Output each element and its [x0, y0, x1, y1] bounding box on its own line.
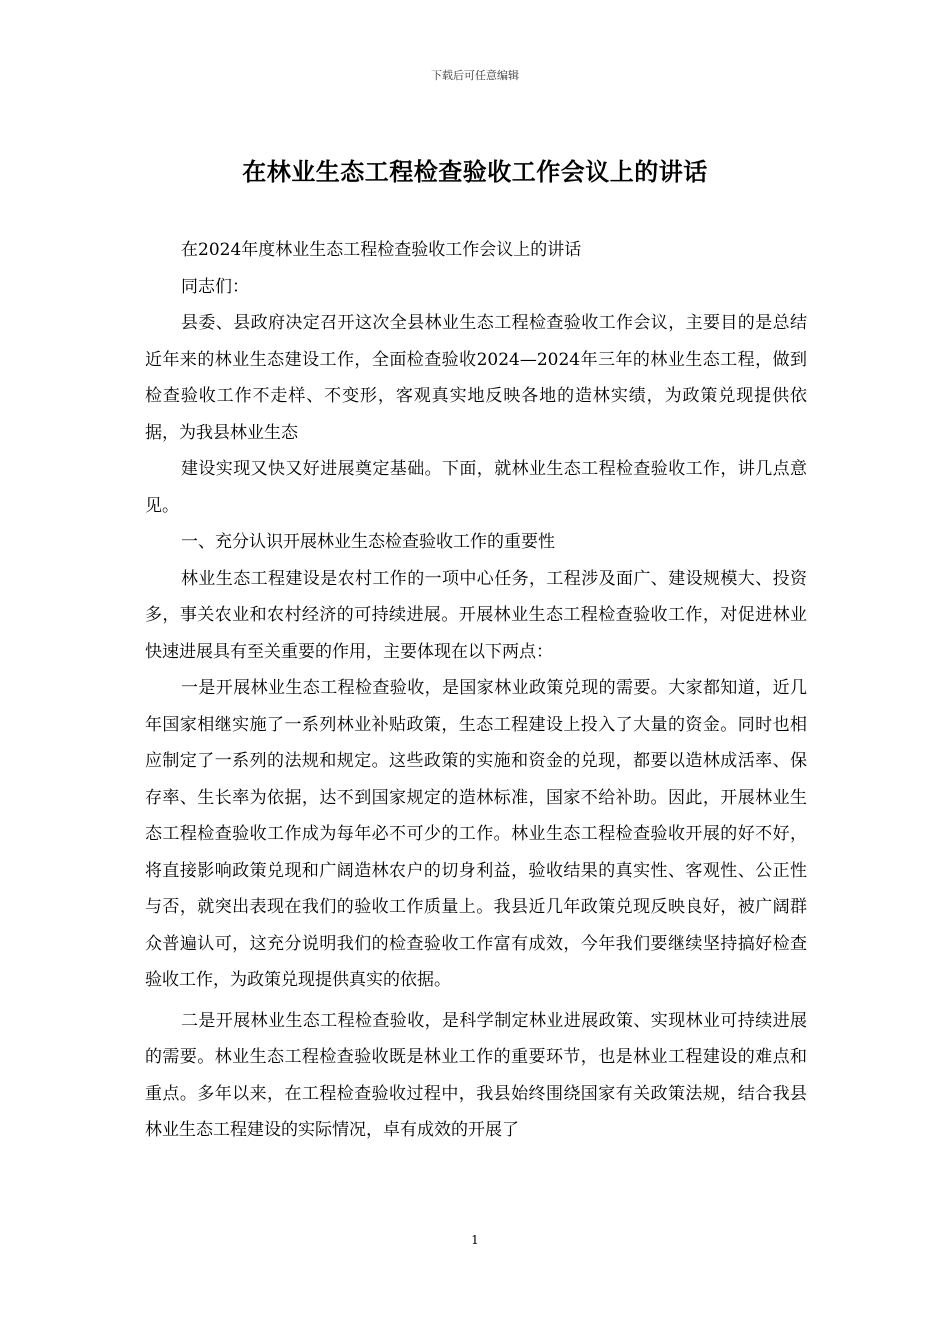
- paragraph-point-2: 二是开展林业生态工程检查验收，是科学制定林业进展政策、实现林业可持续进展的需要。林业生态工程检查验收既是林业工作的重要环节，也是林业工程建设的难点和重点。多年以来，在工程检查验收过程中，我县始终围绕国家有关政策法规，结合我县林业生态工程建设的实际情况，卓有成效的开展了: [145, 1010, 807, 1140]
- paragraph-point-1: 一是开展林业生态工程检查验收，是国家林业政策兑现的需要。大家都知道，近几年国家相继实施了一系列林业补贴政策，生态工程建设上投入了大量的资金。同时也相应制定了一系列的法规和规定。这些政策的实施和资金的兑现，都要以造林成活率、保存率、生长率为依据，达不到国家规定的造林标准，国家不给补助。因此，开展林业生态工程检查验收工作成为每年必不可少的工作。林业生态工程检查验收开展的好不好，将直接影响政策兑现和广阔造林农户的切身利益，验收结果的真实性、客观性、公正性与否，就突出表现在我们的验收工作质量上。我县近几年政策兑现反映良好，被广阔群众普遍认可，这充分说明我们的检查验收工作富有成效，今年我们要继续坚持搞好检查验收工作，为政策兑现提供真实的依据。: [145, 678, 807, 990]
- paragraph-overview: 林业生态工程建设是农村工作的一项中心任务，工程涉及面广、建设规模大、投资多，事关农业和农村经济的可持续进展。开展林业生态工程检查验收工作，对促进林业快速进展具有至关重要的作用，主要体现在以下两点：: [145, 568, 807, 662]
- paragraph-salutation: 同志们：: [181, 276, 249, 297]
- paragraph-intro-continued: 建设实现又快又好进展奠定基础。下面，就林业生态工程检查验收工作，讲几点意见。: [145, 459, 807, 516]
- section-heading-1: 一、充分认识开展林业生态检查验收工作的重要性: [181, 532, 555, 552]
- paragraph-intro: 县委、县政府决定召开这次全县林业生态工程检查验收工作会议，主要目的是总结近年来的林业生态建设工作，全面检查验收2024—2024年三年的林业生态工程，做到检查验收工作不走样、不变形，客观真实地反映各地的造林实绩，为政策兑现提供依据，为我县林业生态: [145, 313, 807, 443]
- document-title: 在林业生态工程检查验收工作会议上的讲话: [242, 157, 708, 186]
- header-note: 下载后可任意编辑: [431, 69, 519, 82]
- paragraph-subtitle: 在2024年度林业生态工程检查验收工作会议上的讲话: [181, 240, 582, 260]
- document-body: [145, 232, 807, 1149]
- page-number: 1: [471, 1233, 479, 1247]
